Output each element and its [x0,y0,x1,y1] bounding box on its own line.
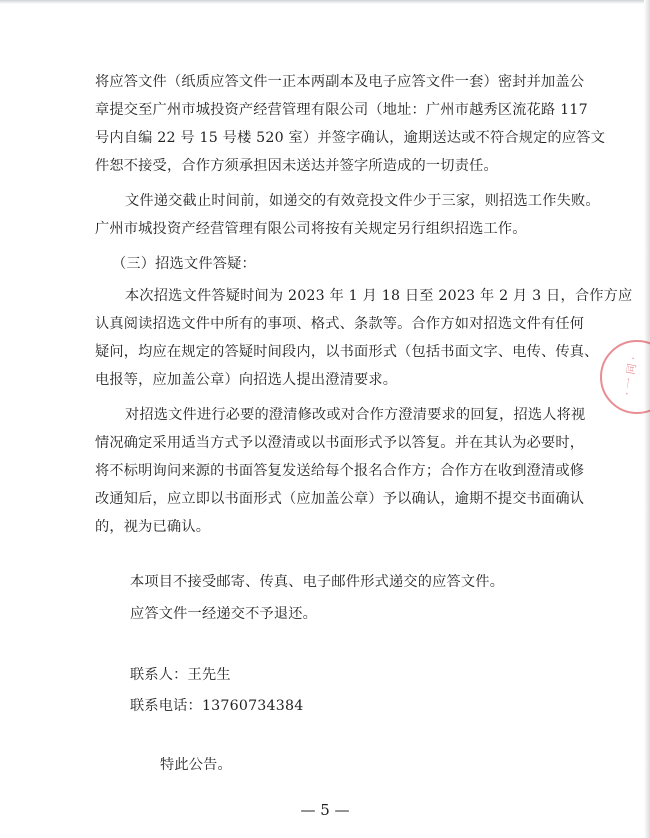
paragraph-line-15: 的，视为已确认。 [95,519,211,535]
paragraph-line-14: 改通知后，应立即以书面形式（应加盖公章）予以确认，逾期不提交书面确认 [95,491,585,507]
contact-person: 联系人：王先生 [130,667,231,683]
paragraph-line-3: 号内自编 22 号 15 号楼 520 室）并签字确认，逾期送达或不符合规定的应答文 [95,130,606,146]
notice-no-return: 应答文件一经递交不予退还。 [130,606,318,622]
paragraph-line-11: 对招选文件进行必要的澄清修改或对合作方澄清要求的回复，招选人将视 [125,407,586,423]
paragraph-line-5: 文件递交截止时间前，如递交的有效竞投文件少于三家，则招选工作失败。 [125,193,600,209]
paragraph-line-2: 章提交至广州市城投资产经营管理有限公司（地址：广州市越秀区流花路 117 [95,102,588,118]
page-number: — 5 — [300,801,350,819]
paragraph-line-9: 疑问，均应在规定的答疑时间段内，以书面形式（包括书面文字、电传、传真、 [95,344,599,360]
paragraph-line-6: 广州市城投资产经营管理有限公司将按有关规定另行组织招选工作。 [95,221,527,237]
paragraph-line-7: 本次招选文件答疑时间为 2023 年 1 月 18 日至 2023 年 2 月 3 日，合作方应 [125,288,633,304]
paragraph-line-10: 电报等，应加盖公章）向招选人提出澄清要求。 [95,372,398,388]
page-right-edge [644,0,650,838]
paragraph-line-13: 将不标明询问来源的书面答复发送给每个报名合作方；合作方在收到澄清或修 [95,463,585,479]
notice-no-mail: 本项目不接受邮寄、传真、电子邮件形式递交的应答文件。 [130,574,505,590]
paragraph-line-8: 认真阅读招选文件中所有的事项、格式、条款等。合作方如对招选文件有任何 [95,316,585,332]
section-heading: （三）招选文件答疑： [112,256,256,272]
red-seal-stamp [600,340,650,414]
paragraph-line-12: 情况确定采用适当方式予以澄清或以书面形式予以答复。并在其认为必要时， [95,435,585,451]
closing-announcement: 特此公告。 [160,757,232,773]
seal-fragment: · 一 同 · [620,355,641,397]
paragraph-line-4: 件恕不接受，合作方须承担因未送达并签字所造成的一切责任。 [95,158,498,174]
page-top-edge [0,0,650,4]
contact-phone: 联系电话：13760734384 [130,698,304,714]
paragraph-line-1: 将应答文件（纸质应答文件一正本两副本及电子应答文件一套）密封并加盖公 [95,74,585,90]
